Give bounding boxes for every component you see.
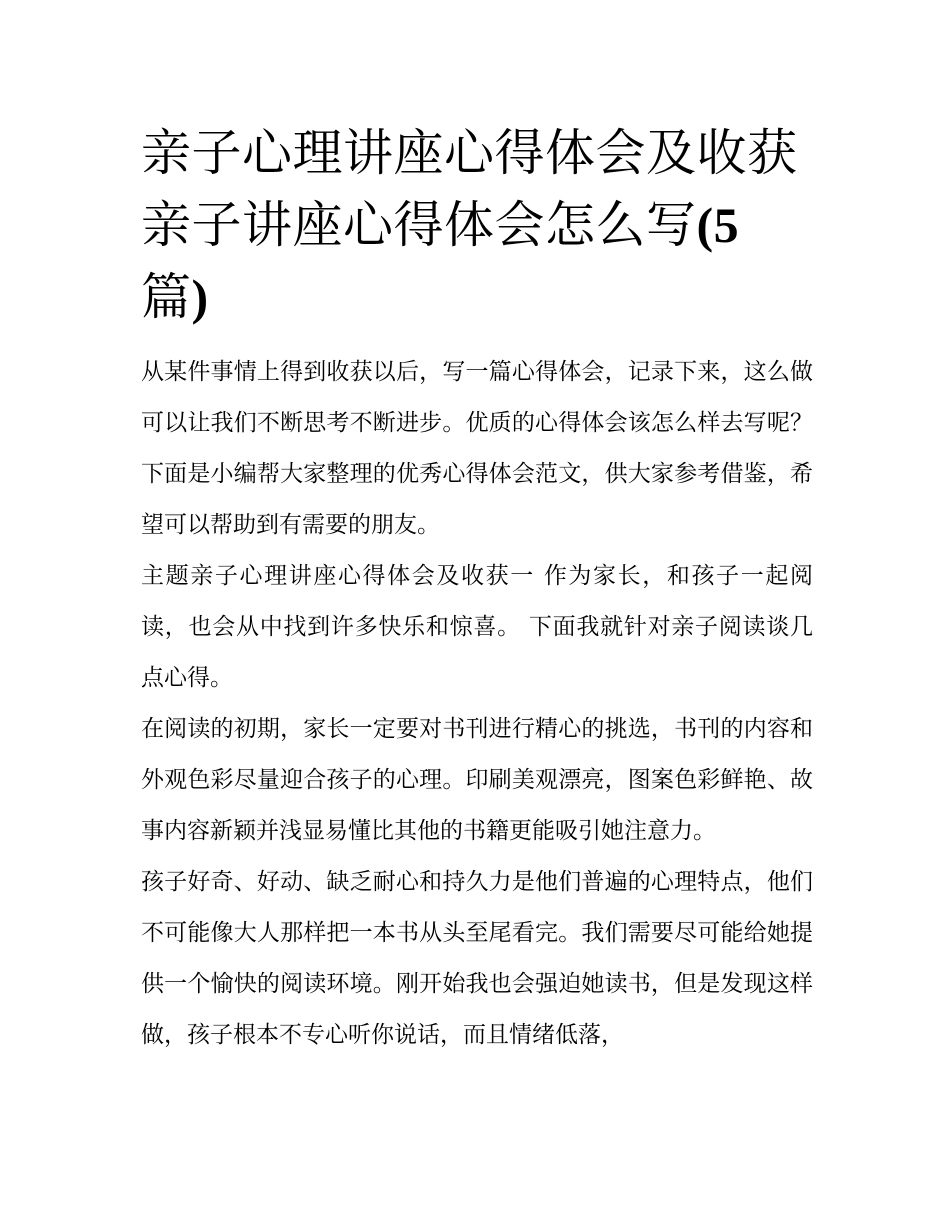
paragraph-intro: 从某件事情上得到收获以后，写一篇心得体会，记录下来，这么做可以让我们不断思考不断进步。优质的心得体会该怎么样去写呢？下面是小编帮大家整理的优秀心得体会范文，供大家参考借鉴，希望可以帮助到有需要的朋友。	[141, 359, 813, 538]
title-line-2: 亲子讲座心得体会怎么写	[141, 196, 697, 254]
title-line-3: 篇	[141, 268, 192, 326]
paragraph-environment: 孩子好奇、好动、缺乏耐心和持久力是他们普遍的心理特点，他们不可能像大人那样把一本书从头至尾看完。我们需要尽可能给她提供一个愉快的阅读环境。刚开始我也会强迫她读书，但是发现这样做，孩子根本不专心听你说话，而且情绪低落，	[141, 869, 813, 1048]
title-line-1: 亲子心理讲座心得体会及收获	[141, 124, 798, 182]
paragraph-topic: 主题亲子心理讲座心得体会及收获一 作为家长，和孩子一起阅读，也会从中找到许多快乐和惊喜。 下面我就针对亲子阅读谈几点心得。	[141, 563, 813, 691]
document-title	[141, 117, 813, 333]
title-line-2-latin: (5	[696, 197, 740, 253]
document-content	[141, 117, 813, 1061]
paragraph-selection: 在阅读的初期，家长一定要对书刊进行精心的挑选，书刊的内容和外观色彩尽量迎合孩子的心理。印刷美观漂亮，图案色彩鲜艳、故事内容新颖并浅显易懂比其他的书籍更能吸引她注意力。	[141, 716, 813, 844]
title-line-3-latin: )	[191, 269, 209, 325]
